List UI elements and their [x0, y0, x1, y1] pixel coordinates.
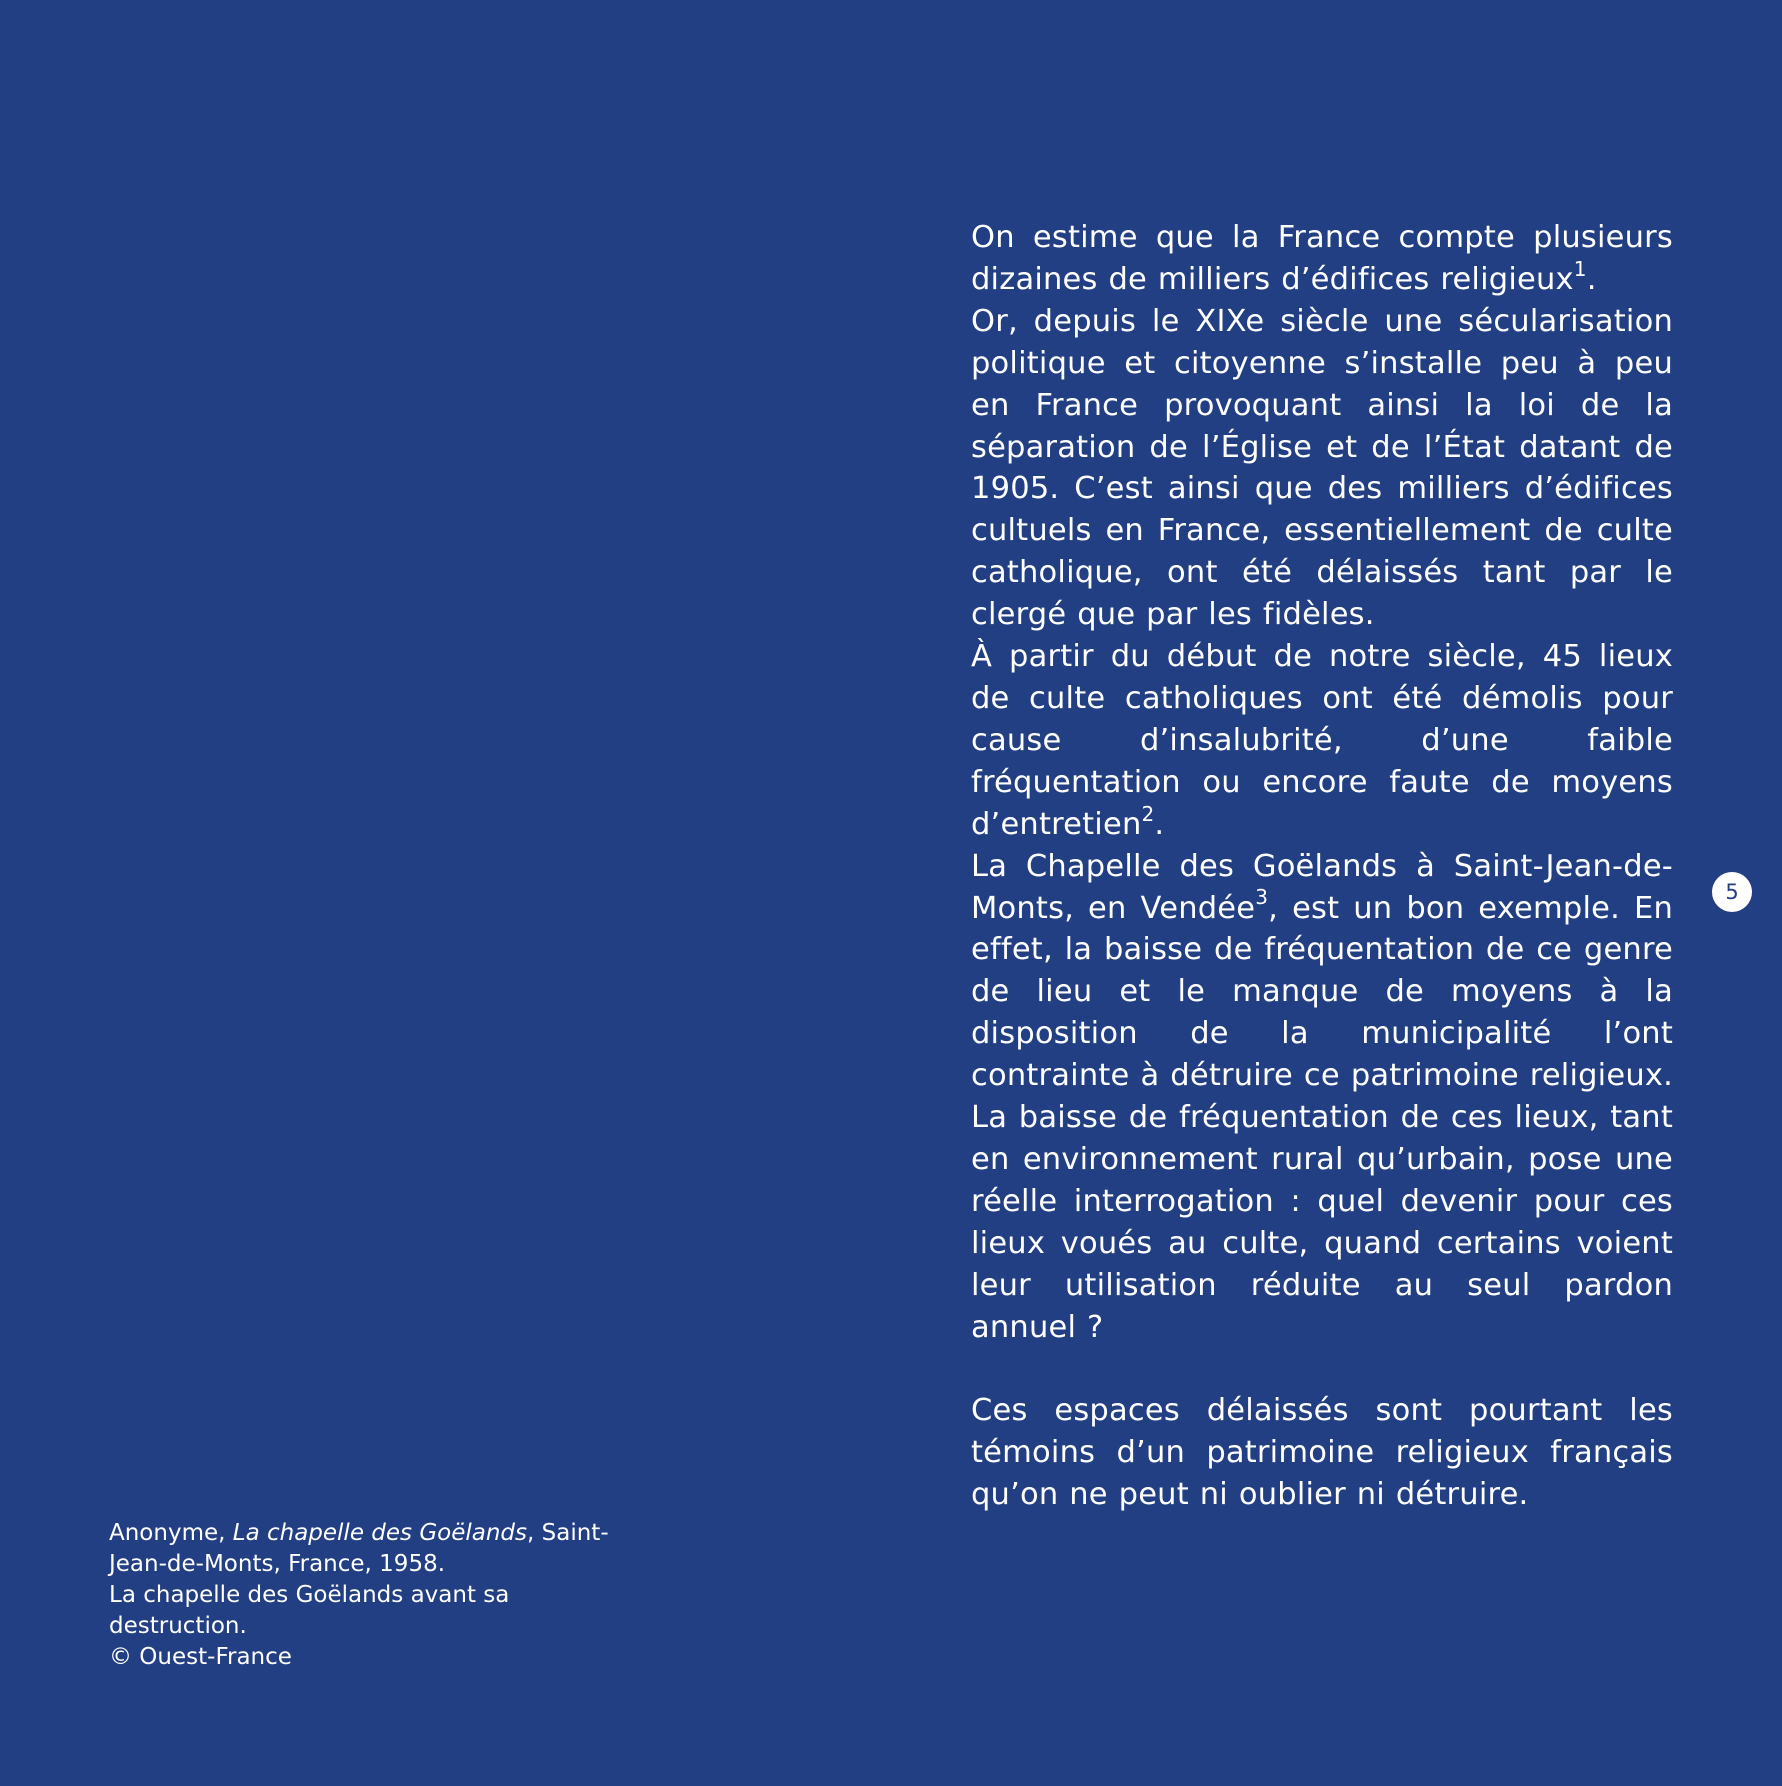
paragraph-1: On estime que la France compte plusieurs dizaines de milliers d’édifices religieux$^1$.: [971, 220, 1673, 297]
footnote-ref-2[interactable]: 2: [1141, 801, 1155, 826]
paragraph-4: La Chapelle des Goëlands à Saint-Jean-de-Monts, en Vendée$^3$, est un bon exemple. En effet, la baisse de fréquentation de ce genre de lieu et le manque de moyens à la disposition de la municipalité l’ont contrainte à détruire ce patrimoine religieux. La baisse de fréquentation de ces lieux, tant en environnement rural qu’urbain, pose une réelle interrogation : quel devenir pour ces lieux voués au culte, quand certains voient leur utilisation réduite au seul pardon annuel ?: [971, 848, 1673, 1345]
caption-line-1: Anonyme, La chapelle des Goëlands, Saint-: [109, 1520, 609, 1546]
paragraph-2: Or, depuis le XIXe siècle une sécularisation politique et citoyenne s’installe peu à peu en France provoquant ainsi la loi de la séparation de l’Église et de l’État datant de 1905. C’est ainsi que des milliers d’édifices cultuels en France, essentiellement de culte catholique, ont été délaissés tant par le clergé que par les fidèles.: [971, 303, 1673, 633]
paragraph-3: À partir du début de notre siècle, 45 lieux de culte catholiques ont été démolis pour cause d’insalubrité, d’une faible fréquentation ou encore faute de moyens d’entretien$^2$.: [971, 639, 1673, 842]
image-caption: [109, 1518, 669, 1673]
paragraph-5: Ces espaces délaissés sont pourtant les témoins d’un patrimoine religieux français qu’on ne peut ni oublier ni détruire.: [971, 1393, 1673, 1513]
footnote-ref-3[interactable]: 3: [1255, 885, 1269, 910]
caption-line-4: destruction.: [109, 1613, 247, 1639]
page-number-badge: 5: [1712, 872, 1752, 912]
caption-line-3: La chapelle des Goëlands avant sa: [109, 1582, 510, 1608]
caption-artwork-title: La chapelle des Goëlands: [232, 1520, 528, 1546]
main-text-column: [971, 217, 1673, 1516]
footnote-ref-1[interactable]: 1: [1573, 256, 1587, 281]
caption-line-2: Jean-de-Monts, France, 1958.: [109, 1551, 446, 1577]
caption-credit: © Ouest-France: [109, 1644, 292, 1670]
